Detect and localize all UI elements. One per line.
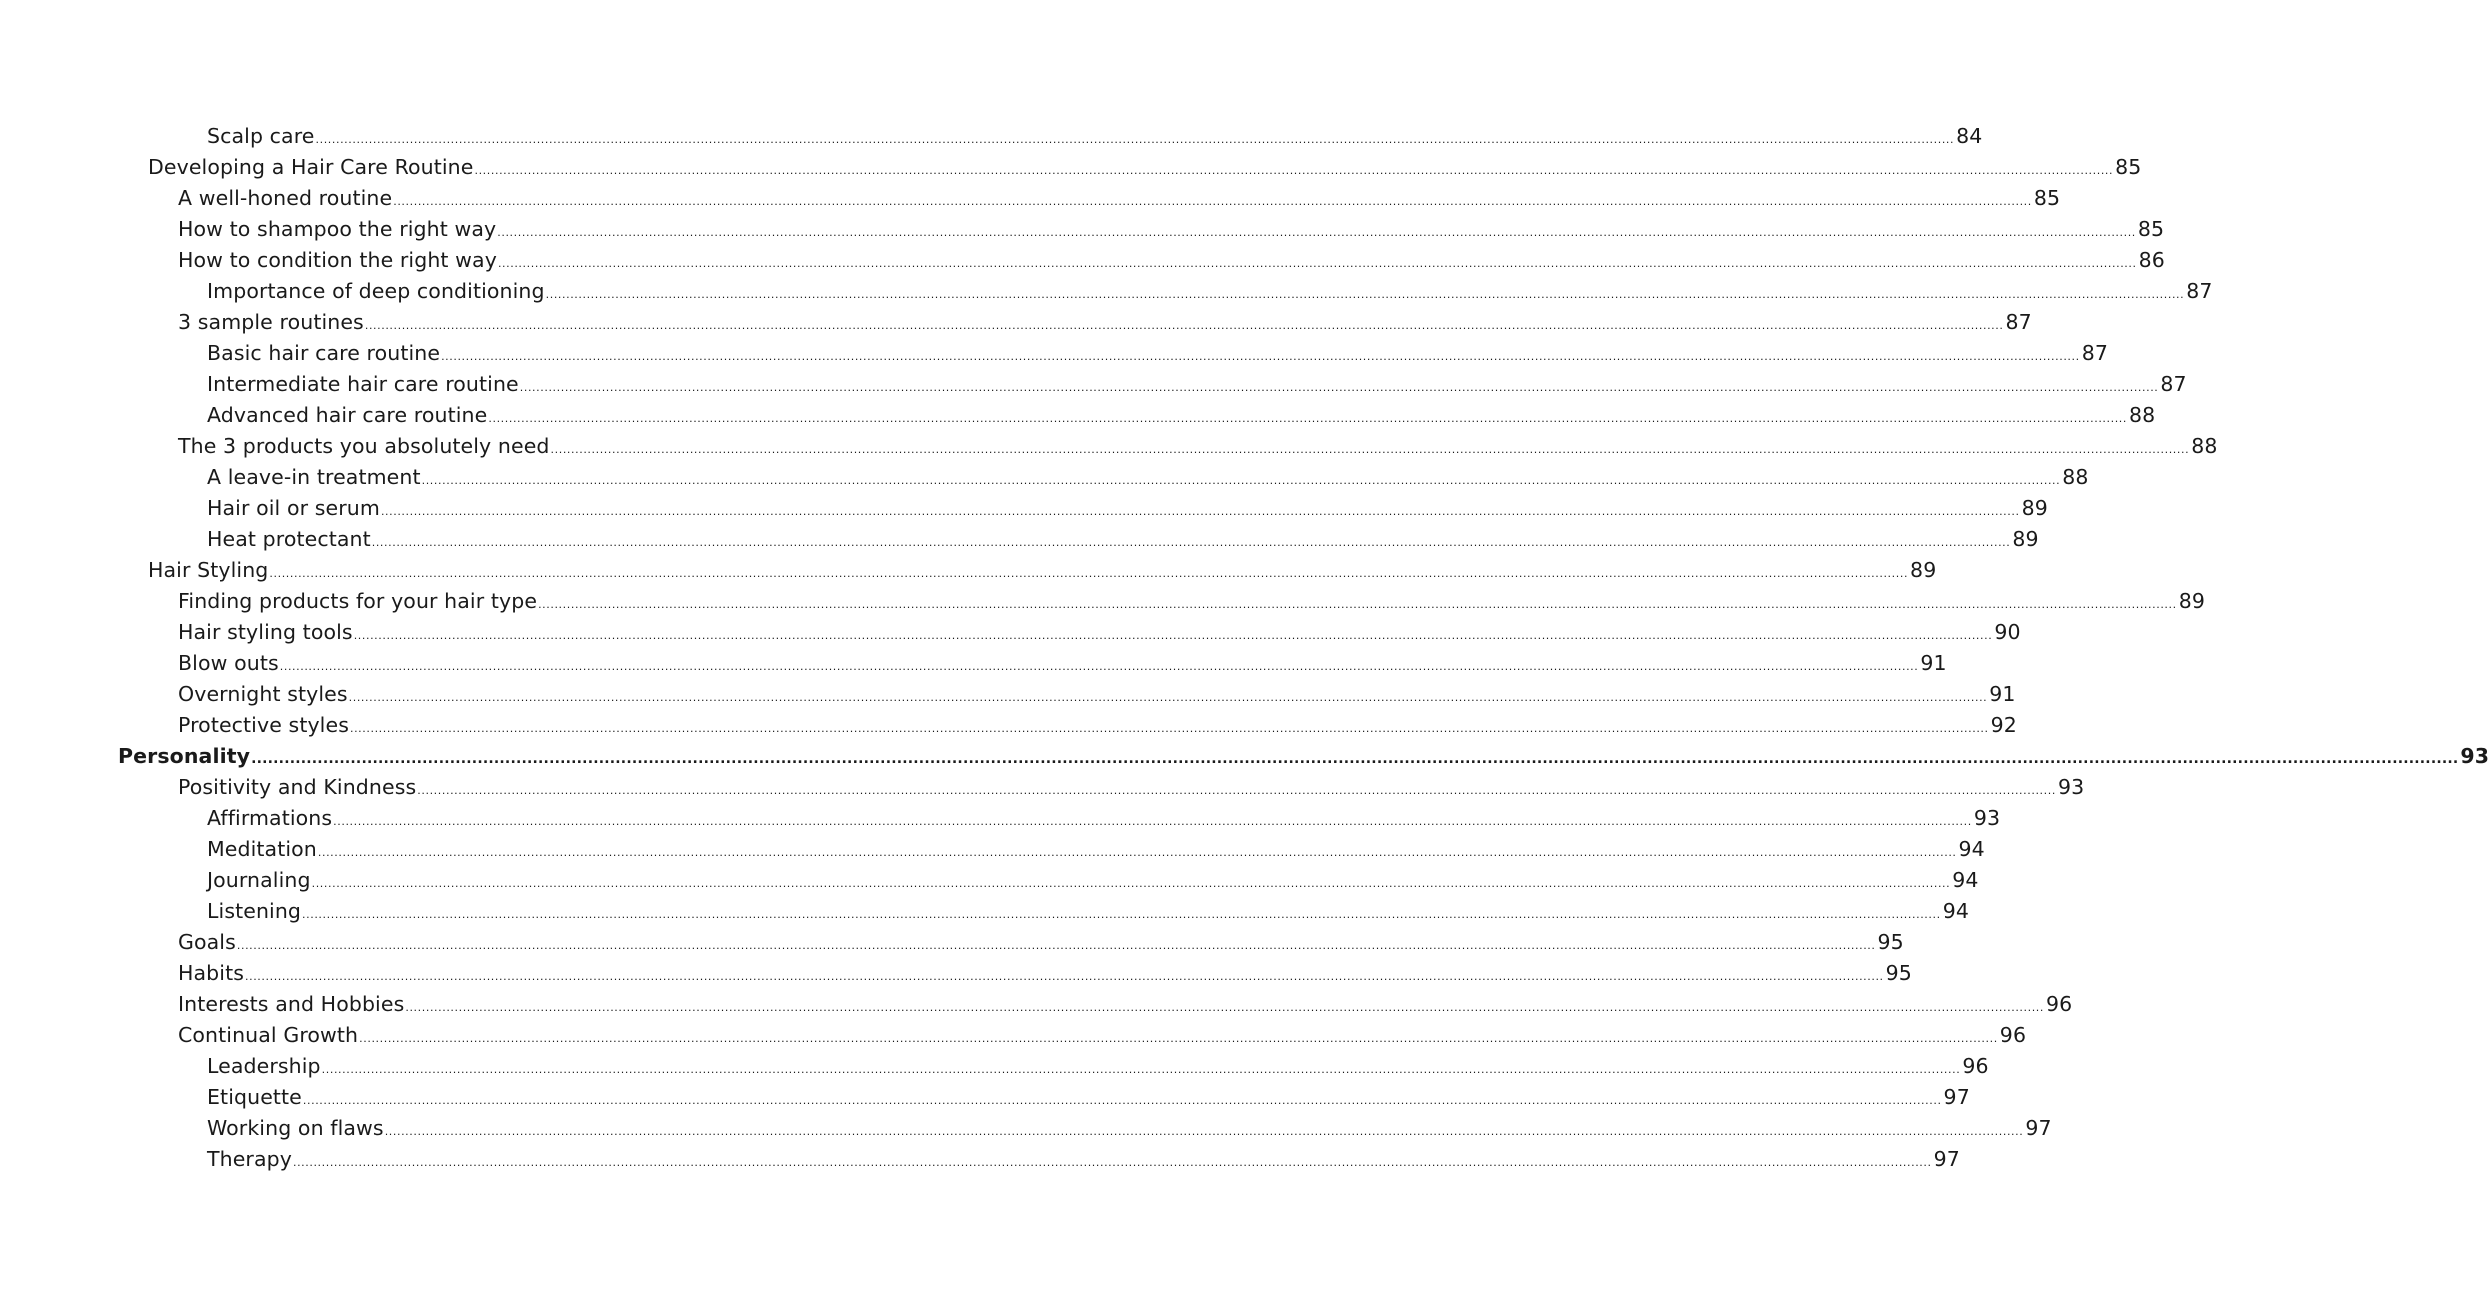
toc-entry[interactable]	[0, 152, 2142, 183]
dot-leader: ................................................................................................................................................................................................................................................................................................................................................................................................................	[545, 288, 2185, 301]
toc-page-number: 84	[1956, 124, 1983, 148]
toc-page-number: 85	[2033, 186, 2061, 210]
toc-entry[interactable]	[0, 214, 2165, 245]
toc-entry-title: Therapy	[207, 1147, 292, 1171]
dot-leader: ................................................................................................................................................................................................................................................................................................................................................................................................................	[251, 751, 2459, 767]
toc-page-number: 88	[2129, 403, 2156, 427]
toc-entry[interactable]	[0, 741, 2489, 772]
toc-page-number: 93	[2460, 744, 2489, 768]
dot-leader: ................................................................................................................................................................................................................................................................................................................................................................................................................	[380, 505, 2020, 518]
toc-page-number: 92	[1990, 713, 2017, 737]
dot-leader: ................................................................................................................................................................................................................................................................................................................................................................................................................	[353, 629, 1993, 642]
toc-entry[interactable]	[0, 369, 2187, 400]
toc-page-number: 87	[2005, 310, 2032, 334]
toc-entry-title: Personality	[118, 744, 251, 768]
toc-entry[interactable]	[0, 803, 2001, 834]
toc-entry[interactable]	[0, 431, 2218, 462]
toc-entry[interactable]	[0, 1113, 2052, 1144]
toc-entry-title: Importance of deep conditioning	[207, 279, 545, 303]
toc-entry-title: Advanced hair care routine	[207, 403, 488, 427]
toc-entry[interactable]	[0, 772, 2085, 803]
toc-entry-title: Overnight styles	[178, 682, 348, 706]
toc-entry[interactable]	[0, 524, 2039, 555]
toc-page-number: 91	[1920, 651, 1947, 675]
toc-entry-title: Journaling	[207, 868, 311, 892]
dot-leader: ................................................................................................................................................................................................................................................................................................................................................................................................................	[550, 443, 2190, 456]
toc-page-number: 91	[1989, 682, 2016, 706]
toc-page-number: 87	[2186, 279, 2213, 303]
toc-page-number: 88	[2191, 434, 2218, 458]
toc-page-number: 89	[1910, 558, 1937, 582]
dot-leader: ................................................................................................................................................................................................................................................................................................................................................................................................................	[279, 660, 1919, 673]
toc-entry-title: Working on flaws	[207, 1116, 384, 1140]
toc-page-number: 93	[2057, 775, 2085, 799]
dot-leader: ................................................................................................................................................................................................................................................................................................................................................................................................................	[441, 350, 2080, 363]
toc-entry-title: Interests and Hobbies	[178, 992, 405, 1016]
toc-entry-title: Etiquette	[207, 1085, 302, 1109]
toc-entry[interactable]	[0, 865, 1979, 896]
toc-entry-title: Meditation	[207, 837, 317, 861]
toc-page-number: 94	[1958, 837, 1985, 861]
dot-leader: ................................................................................................................................................................................................................................................................................................................................................................................................................	[474, 164, 2114, 177]
toc-entry-title: How to shampoo the right way	[178, 217, 497, 241]
toc-entry[interactable]	[0, 121, 1983, 152]
toc-entry-title: Blow outs	[178, 651, 279, 675]
toc-entry[interactable]	[0, 1144, 1960, 1175]
toc-page-number: 90	[1994, 620, 2021, 644]
toc-page-number: 94	[1952, 868, 1979, 892]
toc-entry-title: Intermediate hair care routine	[207, 372, 519, 396]
toc-entry[interactable]	[0, 493, 2048, 524]
dot-leader: ................................................................................................................................................................................................................................................................................................................................................................................................................	[317, 846, 1957, 859]
dot-leader: ................................................................................................................................................................................................................................................................................................................................................................................................................	[364, 319, 2004, 332]
toc-page-number: 96	[1999, 1023, 2027, 1047]
table-of-contents	[0, 121, 2489, 1175]
toc-page-number: 89	[2178, 589, 2206, 613]
dot-leader: ................................................................................................................................................................................................................................................................................................................................................................................................................	[269, 567, 1909, 580]
dot-leader: ................................................................................................................................................................................................................................................................................................................................................................................................................	[538, 598, 2177, 611]
toc-entry[interactable]	[0, 276, 2213, 307]
dot-leader: ................................................................................................................................................................................................................................................................................................................................................................................................................	[393, 195, 2032, 208]
toc-page-number: 89	[2012, 527, 2039, 551]
toc-entry-title: Listening	[207, 899, 302, 923]
toc-entry[interactable]	[0, 183, 2061, 214]
dot-leader: ................................................................................................................................................................................................................................................................................................................................................................................................................	[302, 908, 1941, 921]
toc-page-number: 97	[1933, 1147, 1960, 1171]
toc-entry[interactable]	[0, 462, 2089, 493]
toc-page-number: 96	[2046, 992, 2073, 1016]
toc-entry[interactable]	[0, 617, 2021, 648]
toc-entry[interactable]	[0, 927, 1904, 958]
toc-page-number: 96	[1962, 1054, 1989, 1078]
dot-leader: ................................................................................................................................................................................................................................................................................................................................................................................................................	[421, 474, 2061, 487]
toc-entry-title: Positivity and Kindness	[178, 775, 417, 799]
toc-entry-title: Habits	[178, 961, 245, 985]
toc-entry[interactable]	[0, 338, 2109, 369]
toc-entry[interactable]	[0, 400, 2156, 431]
toc-entry[interactable]	[0, 896, 1969, 927]
dot-leader: ................................................................................................................................................................................................................................................................................................................................................................................................................	[236, 939, 1876, 952]
toc-entry[interactable]	[0, 555, 1937, 586]
toc-entry-title: Basic hair care routine	[207, 341, 441, 365]
toc-page-number: 87	[2160, 372, 2187, 396]
dot-leader: ................................................................................................................................................................................................................................................................................................................................................................................................................	[311, 877, 1951, 890]
toc-entry-title: A well-honed routine	[178, 186, 393, 210]
toc-page-number: 94	[1942, 899, 1969, 923]
dot-leader: ................................................................................................................................................................................................................................................................................................................................................................................................................	[371, 536, 2011, 549]
toc-page-number: 86	[2138, 248, 2165, 272]
dot-leader: ................................................................................................................................................................................................................................................................................................................................................................................................................	[349, 722, 1989, 735]
toc-page-number: 87	[2081, 341, 2109, 365]
toc-entry-title: Heat protectant	[207, 527, 371, 551]
toc-entry-title: Scalp care	[207, 124, 315, 148]
dot-leader: ................................................................................................................................................................................................................................................................................................................................................................................................................	[302, 1094, 1942, 1107]
toc-page-number: 85	[2115, 155, 2142, 179]
toc-page-number: 97	[2025, 1116, 2052, 1140]
toc-page-number: 88	[2062, 465, 2089, 489]
toc-entry[interactable]	[0, 1051, 1989, 1082]
toc-entry[interactable]	[0, 710, 2017, 741]
toc-entry-title: Finding products for your hair type	[178, 589, 538, 613]
toc-page-number: 97	[1943, 1085, 1970, 1109]
dot-leader: ................................................................................................................................................................................................................................................................................................................................................................................................................	[359, 1032, 1998, 1045]
dot-leader: ................................................................................................................................................................................................................................................................................................................................................................................................................	[497, 226, 2136, 239]
toc-entry-title: Continual Growth	[178, 1023, 359, 1047]
toc-page-number: 93	[1973, 806, 2001, 830]
toc-entry[interactable]	[0, 989, 2073, 1020]
dot-leader: ................................................................................................................................................................................................................................................................................................................................................................................................................	[321, 1063, 1961, 1076]
toc-page-number: 95	[1885, 961, 1912, 985]
dot-leader: ................................................................................................................................................................................................................................................................................................................................................................................................................	[245, 970, 1884, 983]
toc-entry-title: Goals	[178, 930, 236, 954]
dot-leader: ................................................................................................................................................................................................................................................................................................................................................................................................................	[315, 133, 1955, 146]
toc-entry[interactable]	[0, 1082, 1970, 1113]
dot-leader: ................................................................................................................................................................................................................................................................................................................................................................................................................	[348, 691, 1988, 704]
dot-leader: ................................................................................................................................................................................................................................................................................................................................................................................................................	[519, 381, 2159, 394]
toc-entry[interactable]	[0, 679, 2016, 710]
toc-entry[interactable]	[0, 245, 2165, 276]
dot-leader: ................................................................................................................................................................................................................................................................................................................................................................................................................	[292, 1156, 1932, 1169]
toc-entry-title: Protective styles	[178, 713, 349, 737]
toc-entry-title: Leadership	[207, 1054, 321, 1078]
toc-entry-title: How to condition the right way	[178, 248, 497, 272]
toc-entry[interactable]	[0, 648, 1947, 679]
dot-leader: ................................................................................................................................................................................................................................................................................................................................................................................................................	[417, 784, 2056, 797]
dot-leader: ................................................................................................................................................................................................................................................................................................................................................................................................................	[405, 1001, 2044, 1014]
toc-entry-title: Hair oil or serum	[207, 496, 380, 520]
dot-leader: ................................................................................................................................................................................................................................................................................................................................................................................................................	[384, 1125, 2024, 1138]
toc-entry[interactable]	[0, 586, 2206, 617]
toc-entry[interactable]	[0, 307, 2032, 338]
toc-entry[interactable]	[0, 958, 1912, 989]
toc-entry-title: Affirmations	[207, 806, 333, 830]
toc-page-number: 95	[1877, 930, 1904, 954]
toc-entry[interactable]	[0, 1020, 2027, 1051]
toc-page-number: 85	[2137, 217, 2165, 241]
toc-entry-title: The 3 products you absolutely need	[178, 434, 550, 458]
dot-leader: ................................................................................................................................................................................................................................................................................................................................................................................................................	[333, 815, 1972, 828]
toc-entry-title: Developing a Hair Care Routine	[148, 155, 474, 179]
toc-entry-title: Hair styling tools	[178, 620, 353, 644]
dot-leader: ................................................................................................................................................................................................................................................................................................................................................................................................................	[488, 412, 2128, 425]
toc-entry[interactable]	[0, 834, 1985, 865]
toc-entry-title: 3 sample routines	[178, 310, 364, 334]
toc-entry-title: Hair Styling	[148, 558, 269, 582]
toc-page-number: 89	[2021, 496, 2048, 520]
dot-leader: ................................................................................................................................................................................................................................................................................................................................................................................................................	[497, 257, 2137, 270]
toc-entry-title: A leave-in treatment	[207, 465, 421, 489]
